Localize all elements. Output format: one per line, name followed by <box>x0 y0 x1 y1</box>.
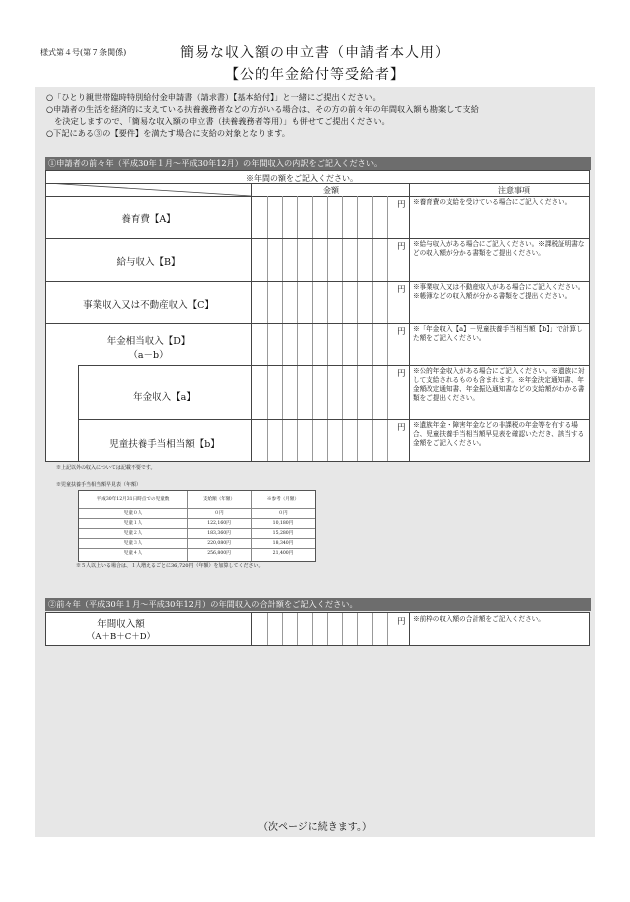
yen-label: 円 <box>397 242 406 252</box>
header-diagonal <box>46 183 251 196</box>
quick-table-row: 児童２人 183,360円 15,280円 <box>79 528 315 539</box>
yen-label: 円 <box>397 423 406 433</box>
yen-label: 円 <box>397 200 406 210</box>
row-label-childsupport: 養育費【A】 <box>121 214 176 225</box>
row-label-child-allowance: 児童扶養手当相当額【b】 <box>109 439 220 450</box>
yen-label: 円 <box>397 369 406 379</box>
total-note: ※前枠の収入額の合計額をご記入ください。 <box>413 615 545 623</box>
continued-footer: （次ページに続きます。） <box>258 822 372 833</box>
amount-header: 金額 <box>323 186 339 195</box>
note-line: を決定しますので、「簡易な収入額の申立書（扶養義務者等用）」も併せてご提出ください。 <box>46 116 390 126</box>
row-label-business: 事業収入又は不動産収入【C】 <box>83 300 214 311</box>
quick-table-row: 児童４人 256,800円 21,400円 <box>79 548 315 559</box>
row-label-pension: 年金収入【a】 <box>133 392 196 403</box>
quick-table-row: 児童０人 ０円 ０円 <box>79 508 315 519</box>
row-note: ※「年金収入【a】－児童扶養手当相当額【b】」で計算した額をご記入ください。 <box>413 325 583 342</box>
form-number: 様式第４号(第７条関係) <box>40 48 127 57</box>
yen-label: 円 <box>397 327 406 337</box>
quick-table-row: 児童１人 122,160円 10,180円 <box>79 518 315 529</box>
quick-reference-table <box>78 490 316 562</box>
document-title: 簡易な収入額の申立書（申請者本人用） <box>180 45 450 61</box>
note-line: ○申請者の生活を経済的に支えている扶養義務者などの方がいる場合は、その方の前々年の年間収入額も勘案して支給 <box>46 104 479 114</box>
section2-header: ②前々年（平成30年１月～平成30年12月）の年間収入の合計額をご記入ください。 <box>45 598 591 611</box>
footnote: ※上記以外の収入については記載不要です。 <box>56 465 156 471</box>
row-note: ※養育費の支給を受けている場合にご記入ください。 <box>413 198 572 206</box>
quick-table-note: ※５人以上いる場合は、１人増えるごとに36,720円（年額）を加算してください。 <box>76 563 264 569</box>
total-label: 年間収入額 <box>97 619 145 630</box>
yen-label: 円 <box>397 617 406 627</box>
yen-label: 円 <box>397 285 406 295</box>
note-line: ○下記にある③の【要件】を満たす場合に支給の対象となります。 <box>46 128 290 138</box>
annual-total-table <box>45 612 590 646</box>
row-label-salary: 給与収入【B】 <box>116 257 181 268</box>
notes-header: 注意事項 <box>498 186 530 195</box>
row-note: ※給与収入がある場合にご記入ください。※課税証明書などの収入額が分かる書類をご提出ください。 <box>413 240 585 257</box>
row-note: ※公的年金収入がある場合にご記入ください。※遺族に対して支給されるものも含まれます。※年金決定通知書、年金額改定通知書、年金振込通知書などの支給額がわかる書類をご提出ください。 <box>413 367 585 402</box>
note-line: ○「ひとり親世帯臨時特別給付金申請書（請求書）【基本給付】」と一緒にご提出ください。 <box>46 92 381 102</box>
document-subtitle: 【公的年金給付等受給者】 <box>225 67 405 83</box>
intro-notes <box>46 91 586 139</box>
quick-table-header: 平成30年12月31日時点での児童数 支給額（年額） ※参考（月額） <box>96 497 300 502</box>
row-label-pension-formula: （a－b） <box>128 350 169 361</box>
quick-table-row: 児童３人 220,080円 18,340円 <box>79 538 315 549</box>
row-note: ※事業収入又は不動産収入がある場合にご記入ください。※帳簿などの収入額が分かる書類をご提出ください。 <box>413 283 585 300</box>
annual-instruction: ※年間の額をご記入ください。 <box>246 174 358 183</box>
quick-table-title: ※児童扶養手当相当額早見表（年額） <box>56 482 142 488</box>
total-formula: （A＋B＋C＋D） <box>86 632 156 642</box>
section1-header: ①申請者の前々年（平成30年１月～平成30年12月）の年間収入の内訳をご記入ください。 <box>45 157 591 170</box>
row-label-pension-equivalent: 年金相当収入【D】 <box>106 336 191 347</box>
income-breakdown-table <box>45 170 590 462</box>
row-note: ※遺族年金・障害年金などの非課税の年金等を有する場合、児童扶養手当相当額早見表を確認いただき、該当する金額をご記入ください。 <box>413 421 585 447</box>
